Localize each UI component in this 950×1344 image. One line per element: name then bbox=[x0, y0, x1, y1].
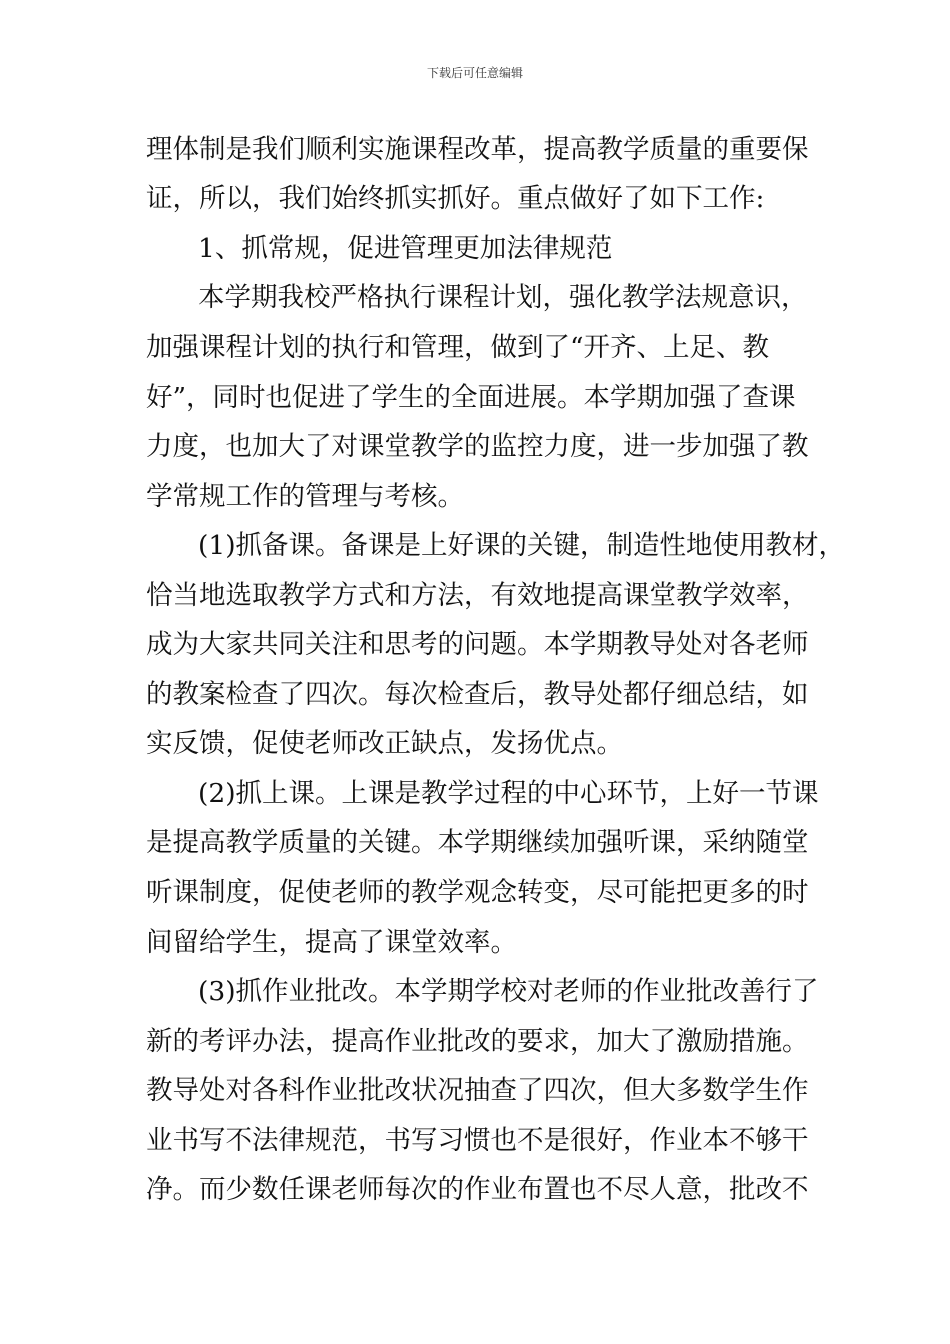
text-line: 净。而少数任课老师每次的作业布置也不尽人意，批改不 bbox=[146, 1174, 809, 1205]
text-line: 的教案检查了四次。每次检查后，教导处都仔细总结，如 bbox=[146, 679, 809, 710]
section-heading: 1、抓常规，促进管理更加法律规范 bbox=[198, 233, 613, 264]
text-line: 成为大家共同关注和思考的问题。本学期教导处对各老师 bbox=[146, 629, 809, 660]
text-line: 本学期我校严格执行课程计划，强化教学法规意识， bbox=[198, 282, 808, 313]
text-line: (1)抓备课。备课是上好课的关键，制造性地使用教材， bbox=[198, 530, 846, 561]
text-line: 学常规工作的管理与考核。 bbox=[146, 481, 464, 512]
text-line: 新的考评办法，提高作业批改的要求，加大了激励措施。 bbox=[146, 1026, 809, 1057]
text-line: 恰当地选取教学方式和方法，有效地提高课堂教学效率， bbox=[146, 580, 809, 611]
text-line: 业书写不法律规范，书写习惯也不是很好，作业本不够干 bbox=[146, 1125, 809, 1156]
text-line: 是提高教学质量的关键。本学期继续加强听课，采纳随堂 bbox=[146, 827, 809, 858]
text-line: 证，所以，我们始终抓实抓好。重点做好了如下工作: bbox=[146, 183, 765, 214]
text-line: (3)抓作业批改。本学期学校对老师的作业批改善行了 bbox=[198, 976, 819, 1007]
text-line: 力度，也加大了对课堂教学的监控力度，进一步加强了教 bbox=[146, 431, 809, 462]
text-line: 间留给学生，提高了课堂效率。 bbox=[146, 927, 517, 958]
text-line: 听课制度，促使老师的教学观念转变，尽可能把更多的时 bbox=[146, 877, 809, 908]
page-header: 下载后可任意编辑 bbox=[426, 66, 523, 80]
text-line: 教导处对各科作业批改状况抽查了四次，但大多数学生作 bbox=[146, 1075, 809, 1106]
text-line: (2)抓上课。上课是教学过程的中心环节，上好一节课 bbox=[198, 778, 819, 809]
text-line: 理体制是我们顺利实施课程改革，提高教学质量的重要保 bbox=[146, 134, 809, 165]
text-line: 加强课程计划的执行和管理，做到了“开齐、上足、教 bbox=[146, 332, 770, 363]
text-line: 好”，同时也促进了学生的全面进展。本学期加强了查课 bbox=[146, 382, 796, 413]
text-line: 实反馈，促使老师改正缺点，发扬优点。 bbox=[146, 728, 623, 759]
